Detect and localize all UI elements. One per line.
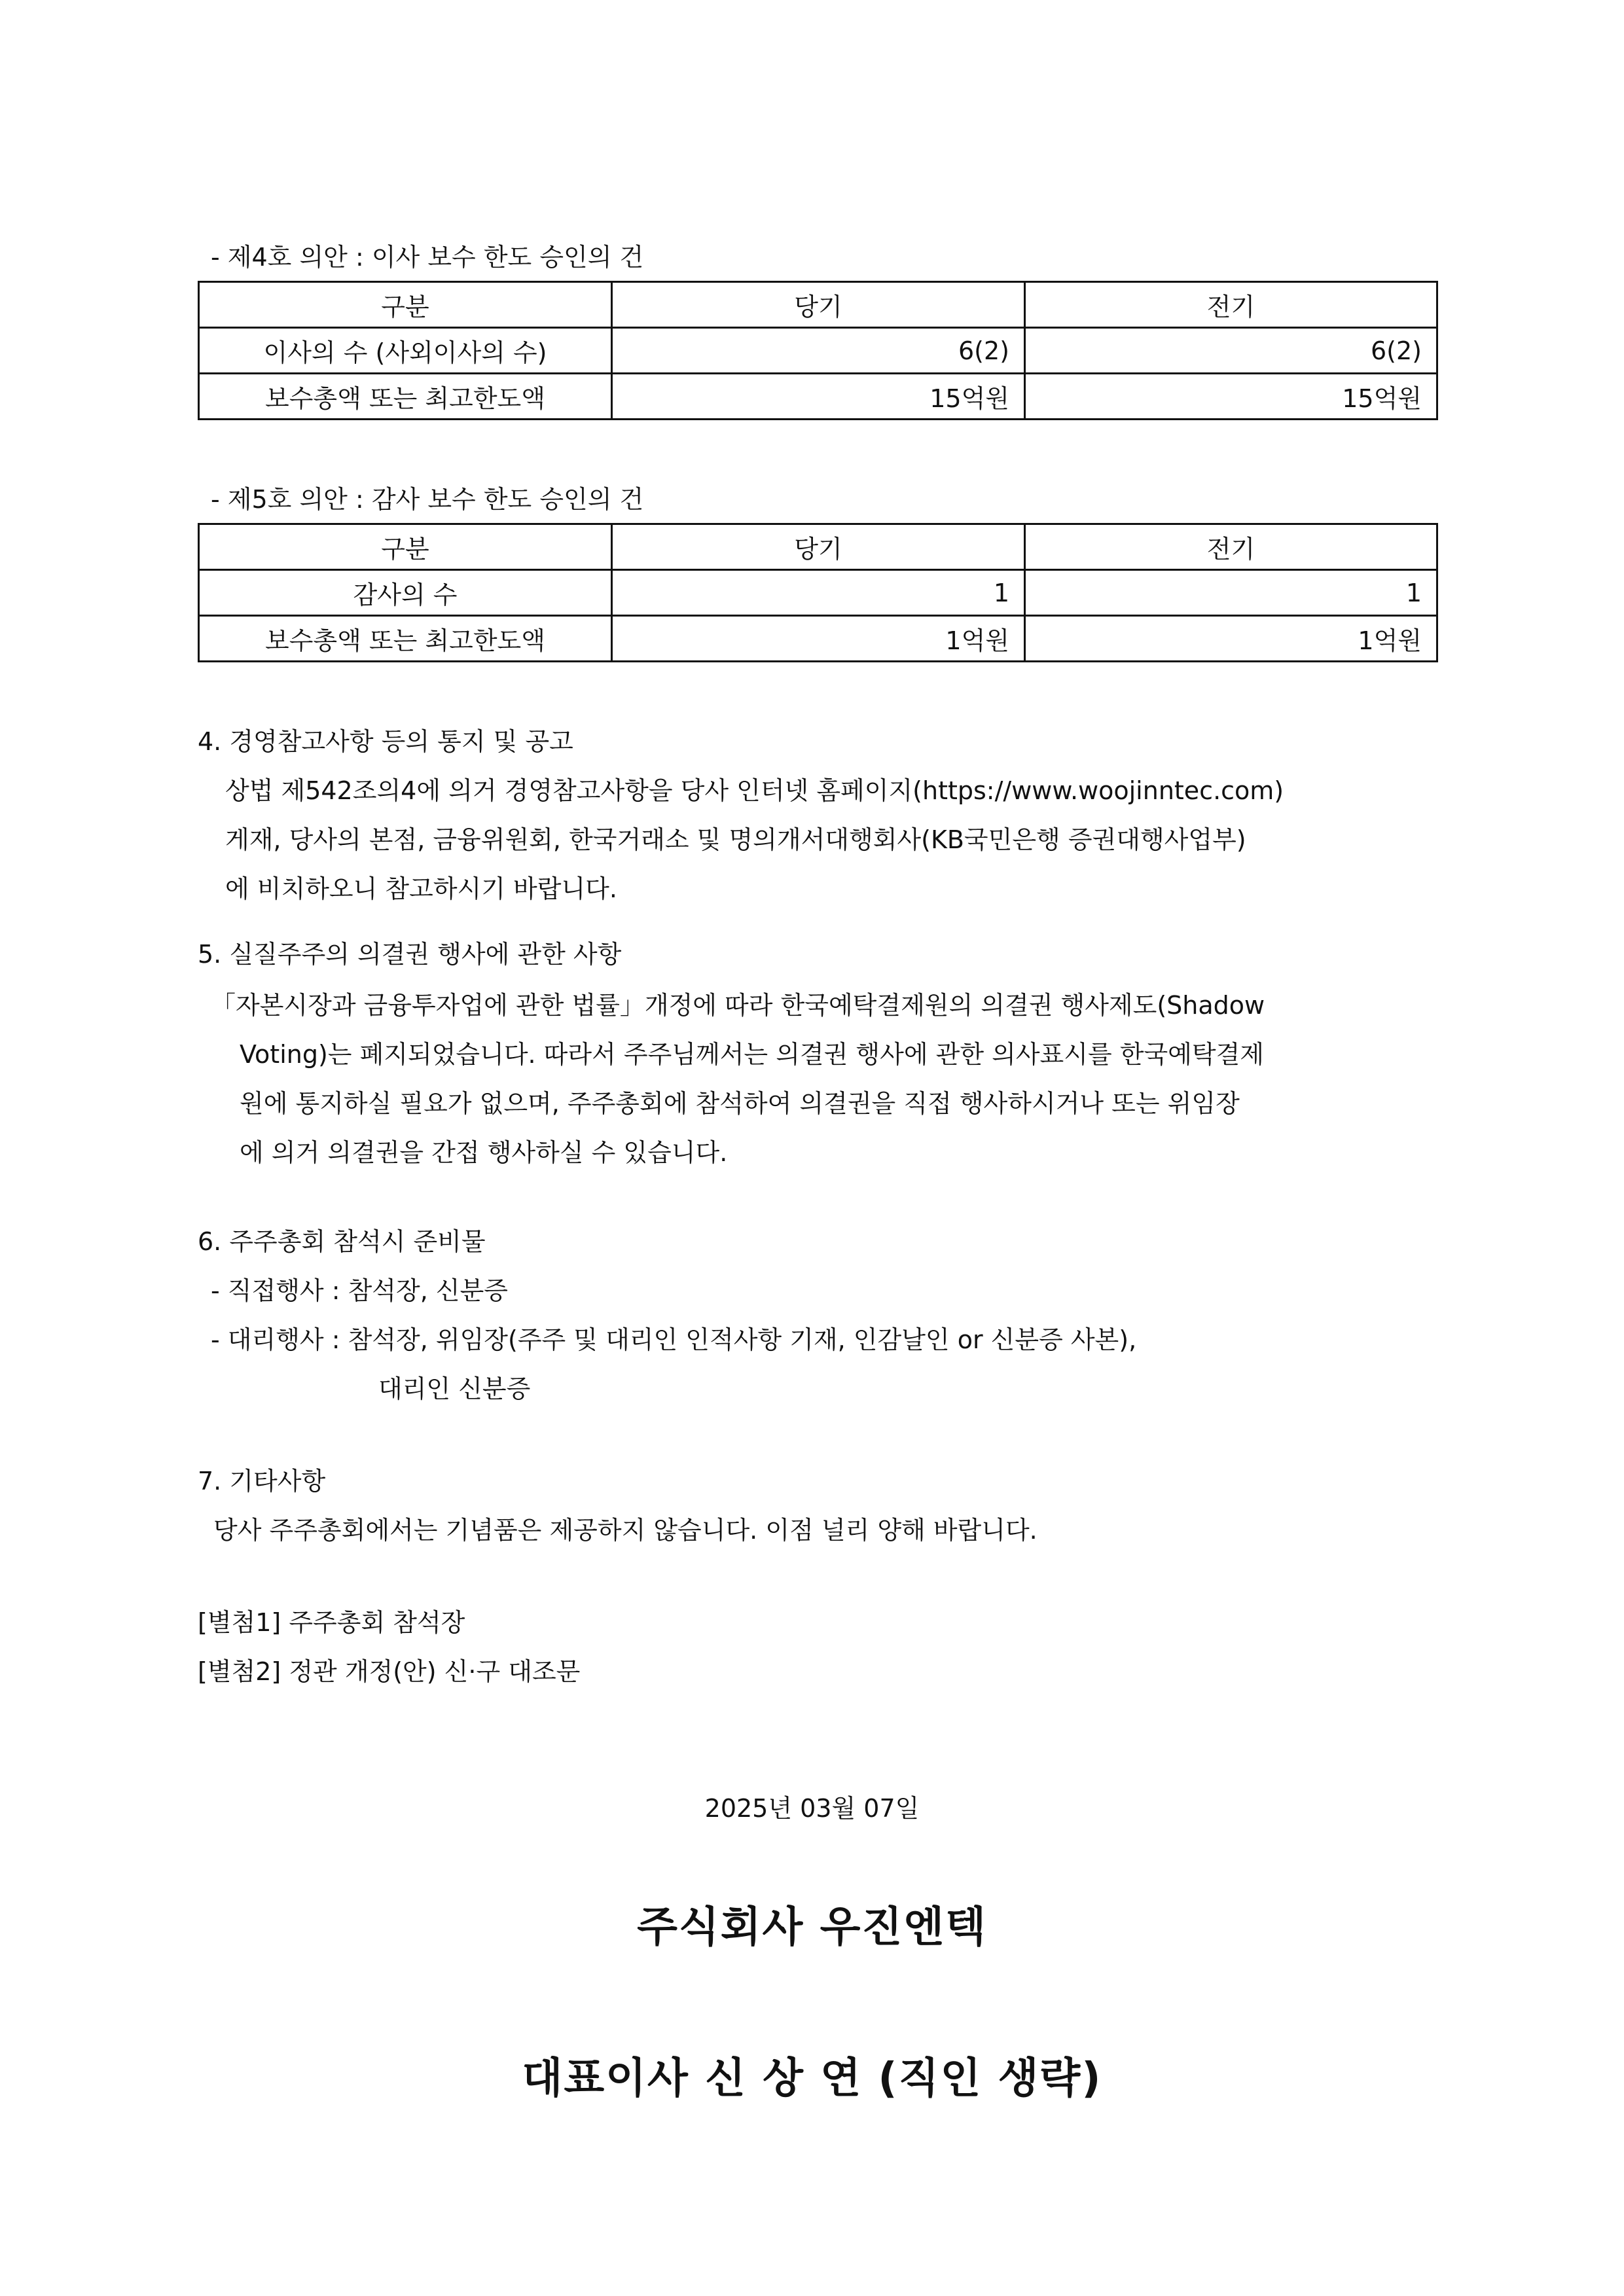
attachment-item: [별첨2] 정관 개정(안) 신·구 대조문 bbox=[198, 1657, 581, 1686]
section5-line: 「자본시장과 금융투자업에 관한 법률」개정에 따라 한국예탁결제원의 의결권 행사제도(Shadow bbox=[211, 991, 1265, 1020]
header-cell: 당기 bbox=[612, 282, 1025, 328]
current-value: 1억원 bbox=[612, 616, 1025, 662]
current-value: 6(2) bbox=[612, 328, 1025, 374]
table-header-row bbox=[199, 524, 1437, 570]
section5-line: Voting)는 폐지되었습니다. 따라서 주주님께서는 의결권 행사에 관한 의사표시를 한국예탁결제 bbox=[240, 1040, 1264, 1069]
row-label: 보수총액 또는 최고한도액 bbox=[199, 374, 612, 420]
row-label: 이사의 수 (사외이사의 수) bbox=[199, 328, 612, 374]
agenda5-table bbox=[198, 523, 1438, 662]
row-label: 감사의 수 bbox=[199, 570, 612, 616]
section6-title: 6. 주주총회 참석시 준비물 bbox=[198, 1227, 486, 1256]
previous-value: 15억원 bbox=[1025, 374, 1437, 420]
section5-line: 원에 통지하실 필요가 없으며, 주주총회에 참석하여 의결권을 직접 행사하시거나 또는 위임장 bbox=[240, 1089, 1240, 1118]
section6-direct: - 직접행사 : 참석장, 신분증 bbox=[211, 1276, 508, 1305]
agenda5-heading: - 제5호 의안 : 감사 보수 한도 승인의 건 bbox=[211, 485, 644, 514]
section4-line: 게재, 당사의 본점, 금융위원회, 한국거래소 및 명의개서대행회사(KB국민은행 증권대행사업부) bbox=[225, 825, 1246, 854]
header-cell: 구분 bbox=[199, 282, 612, 328]
document-date: 2025년 03월 07일 bbox=[704, 1794, 920, 1823]
section7-title: 7. 기타사항 bbox=[198, 1467, 326, 1496]
table-row bbox=[199, 616, 1437, 662]
previous-value: 1 bbox=[1025, 570, 1437, 616]
section4-line: 상법 제542조의4에 의거 경영참고사항을 당사 인터넷 홈페이지(https://www.woojinntec.com) bbox=[225, 776, 1284, 805]
representative-signature: 대표이사 신 상 연 (직인 생략) bbox=[522, 2054, 1102, 2103]
current-value: 1 bbox=[612, 570, 1025, 616]
section5-line: 에 의거 의결권을 간접 행사하실 수 있습니다. bbox=[240, 1138, 728, 1167]
current-value: 15억원 bbox=[612, 374, 1025, 420]
header-cell: 당기 bbox=[612, 524, 1025, 570]
previous-value: 1억원 bbox=[1025, 616, 1437, 662]
company-name: 주식회사 우진엔텍 bbox=[637, 1903, 987, 1952]
attachment-item: [별첨1] 주주총회 참석장 bbox=[198, 1608, 465, 1637]
row-label: 보수총액 또는 최고한도액 bbox=[199, 616, 612, 662]
previous-value: 6(2) bbox=[1025, 328, 1437, 374]
table-row bbox=[199, 328, 1437, 374]
section6-proxy-cont: 대리인 신분증 bbox=[378, 1374, 531, 1403]
agenda4-table bbox=[198, 281, 1438, 420]
section4-line: 에 비치하오니 참고하시기 바랍니다. bbox=[225, 874, 617, 903]
header-cell: 전기 bbox=[1025, 524, 1437, 570]
section5-title: 5. 실질주주의 의결권 행사에 관한 사항 bbox=[198, 940, 622, 969]
header-cell: 구분 bbox=[199, 524, 612, 570]
section4-title: 4. 경영참고사항 등의 통지 및 공고 bbox=[198, 727, 573, 756]
table-row bbox=[199, 570, 1437, 616]
table-row bbox=[199, 374, 1437, 420]
section7-text: 당사 주주총회에서는 기념품은 제공하지 않습니다. 이점 널리 양해 바랍니다. bbox=[213, 1516, 1038, 1545]
header-cell: 전기 bbox=[1025, 282, 1437, 328]
section6-proxy: - 대리행사 : 참석장, 위임장(주주 및 대리인 인적사항 기재, 인감날인 or 신분증 사본), bbox=[211, 1325, 1137, 1354]
table-header-row bbox=[199, 282, 1437, 328]
agenda4-heading: - 제4호 의안 : 이사 보수 한도 승인의 건 bbox=[211, 243, 644, 272]
